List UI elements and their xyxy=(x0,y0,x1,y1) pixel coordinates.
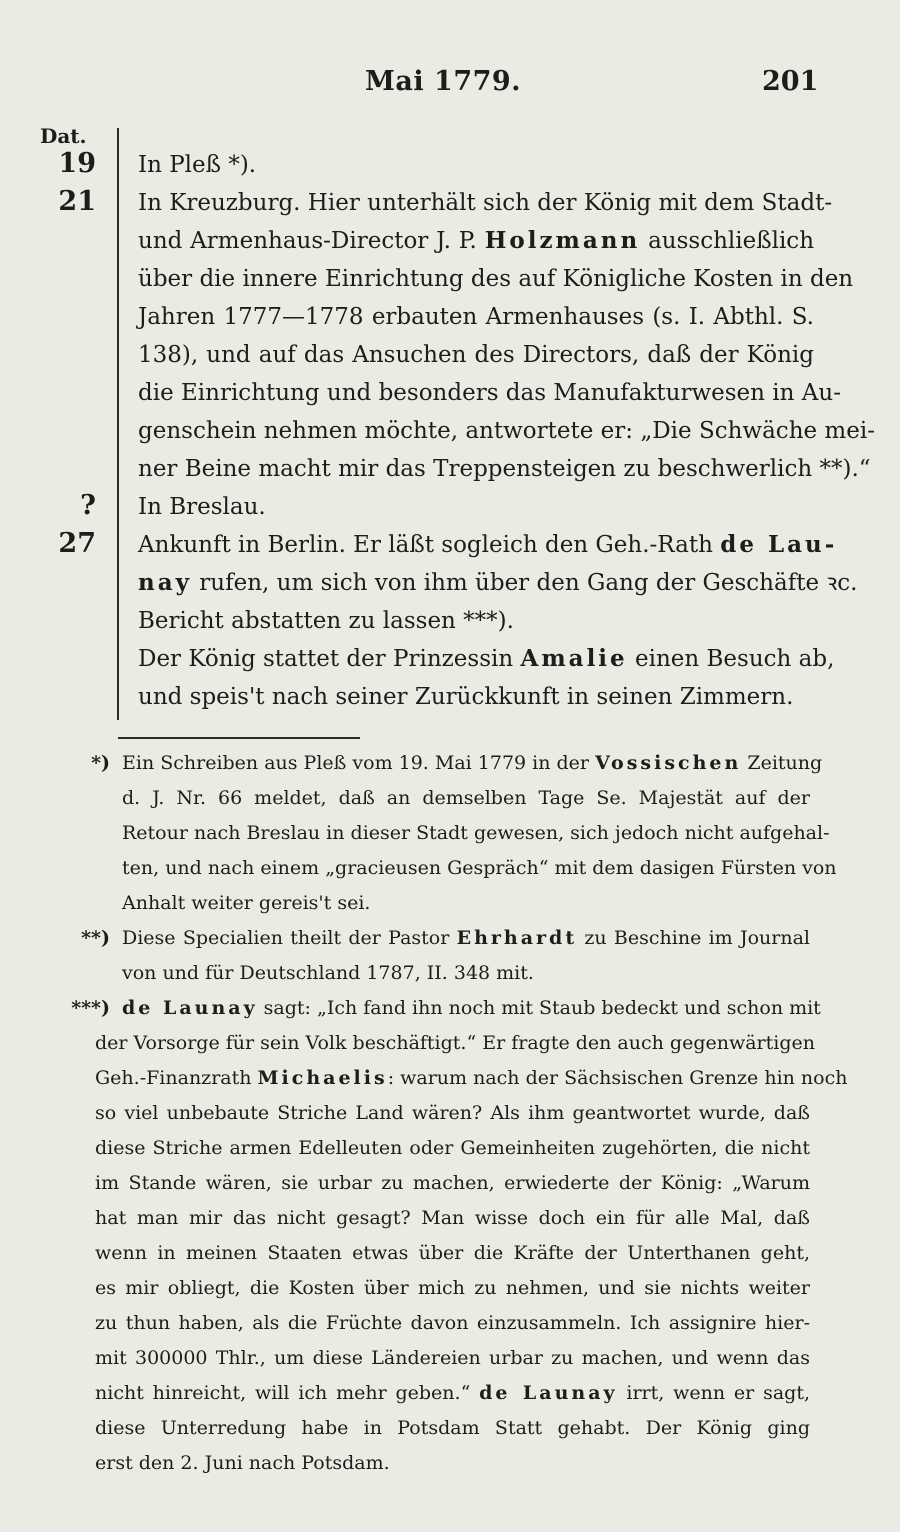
footnote-3-line-12 xyxy=(95,1376,810,1411)
entry-21-line-5: 138), und auf das Ansuchen des Directors, daß der König xyxy=(138,342,814,368)
footnote-3-line-8: wenn in meinen Staaten etwas über die Kräfte der Unterthanen geht, xyxy=(95,1242,810,1264)
footnote-2-text: zu Beschine im Journal xyxy=(577,927,810,949)
entry-27-line-1 xyxy=(138,526,838,564)
entry-21-text: ausschließlich xyxy=(640,228,815,254)
footnote-separator xyxy=(118,737,360,739)
entry-21-line-8: ner Beine macht mir das Treppensteigen zu beschwerlich **).“ xyxy=(138,456,871,482)
date-column-rule xyxy=(117,128,119,720)
entry-27-line-4 xyxy=(138,640,835,678)
entry-date-21: 21 xyxy=(58,186,96,217)
entry-21-text: und Armenhaus-Director J. P. xyxy=(138,228,485,254)
footnote-3-line-1 xyxy=(122,991,821,1026)
footnote-mark-1: *) xyxy=(91,752,110,774)
entry-27-text: Ankunft in Berlin. Er läßt sogleich den Geh.-Rath xyxy=(138,532,721,558)
footnote-3-line-2: der Vorsorge für sein Volk beschäftigt.“ Er fragte den auch gegenwärtigen xyxy=(95,1032,815,1054)
entry-date-27: 27 xyxy=(58,528,96,559)
entry-21-line-3: über die innere Einrichtung des auf Königliche Kosten in den xyxy=(138,266,854,292)
footnote-1-line-5: Anhalt weiter gereis't sei. xyxy=(122,892,371,914)
footnote-3-text: nicht hinreicht, will ich mehr geben.“ xyxy=(95,1382,480,1404)
footnote-3-line-14: erst den 2. Juni nach Potsdam. xyxy=(95,1452,390,1474)
person-name-delaunay: nay xyxy=(138,569,192,596)
footnote-3-text: Geh.-Finanzrath xyxy=(95,1067,258,1089)
entry-21-line-2 xyxy=(138,222,814,260)
person-name-amalie: Amalie xyxy=(520,645,628,672)
entry-27-text: einen Besuch ab, xyxy=(627,646,835,672)
entry-21-line-6: die Einrichtung und besonders das Manufakturwesen in Au- xyxy=(138,380,841,406)
footnote-3-text: sagt: „Ich fand ihn noch mit Staub bedeckt und schon mit xyxy=(257,997,821,1019)
entry-27-line-3: Bericht abstatten zu lassen ***). xyxy=(138,608,514,634)
person-name-delaunay: de Launay xyxy=(479,1382,618,1404)
footnote-2-line-2: von und für Deutschland 1787, II. 348 mit. xyxy=(122,962,534,984)
footnote-3-line-13: diese Unterredung habe in Potsdam Statt gehabt. Der König ging xyxy=(95,1417,810,1439)
entry-19-line-1: In Pleß *). xyxy=(138,152,257,178)
entry-27-line-5: und speis't nach seiner Zurückkunft in seinen Zimmern. xyxy=(138,684,794,710)
entry-27-text: Der König stattet der Prinzessin xyxy=(138,646,521,672)
running-header-title: Mai 1779. xyxy=(365,66,522,97)
footnote-3-text: irrt, wenn er sagt, xyxy=(617,1382,811,1404)
newspaper-name: Vossischen xyxy=(595,752,742,774)
footnote-3-line-10: zu thun haben, als die Früchte davon einzusammeln. Ich assignire hier- xyxy=(95,1312,810,1334)
person-name-ehrhardt: Ehrhardt xyxy=(456,927,578,949)
footnote-1-line-1 xyxy=(122,746,823,781)
footnote-1-line-3: Retour nach Breslau in dieser Stadt gewesen, sich jedoch nicht aufgehal- xyxy=(122,822,830,844)
person-name-delaunay: de Launay xyxy=(122,997,258,1019)
footnote-3-line-5: diese Striche armen Edelleuten oder Gemeinheiten zugehörten, die nicht xyxy=(95,1137,810,1159)
footnote-1-text: Ein Schreiben aus Pleß vom 19. Mai 1779 in der xyxy=(122,752,596,774)
page-number: 201 xyxy=(762,66,819,97)
entry-date-19: 19 xyxy=(58,148,96,179)
entry-21-line-7: genschein nehmen möchte, antwortete er: „Die Schwäche mei- xyxy=(138,418,875,444)
footnote-1-text: Zeitung xyxy=(741,752,823,774)
footnote-2-line-1 xyxy=(122,921,810,956)
footnote-3-text: : warum nach der Sächsischen Grenze hin noch xyxy=(387,1067,848,1089)
footnote-3-line-3 xyxy=(95,1061,848,1096)
entry-21-line-4: Jahren 1777—1778 erbauten Armenhauses (s. I. Abthl. S. xyxy=(138,304,814,330)
footnote-3-line-11: mit 300000 Thlr., um diese Ländereien urbar zu machen, und wenn das xyxy=(95,1347,810,1369)
person-name-delaunay: de Lau- xyxy=(720,531,838,558)
entry-date-unknown: ? xyxy=(80,490,96,521)
footnote-3-line-4: so viel unbebaute Striche Land wären? Als ihm geantwortet wurde, daß xyxy=(95,1102,810,1124)
person-name-michaelis: Michaelis xyxy=(257,1067,388,1089)
entry-21-line-1: In Kreuzburg. Hier unterhält sich der König mit dem Stadt- xyxy=(138,190,833,216)
footnote-3-line-6: im Stande wären, sie urbar zu machen, erwiederte der König: „Warum xyxy=(95,1172,810,1194)
person-name-holzmann: Holzmann xyxy=(484,227,641,254)
footnote-3-line-7: hat man mir das nicht gesagt? Man wisse doch ein für alle Mal, daß xyxy=(95,1207,810,1229)
footnote-mark-2: **) xyxy=(81,927,110,949)
entry-27-text: rufen, um sich von ihm über den Gang der Geschäfte ꝛc. xyxy=(192,570,858,596)
entry-27-line-2 xyxy=(138,564,858,602)
footnote-3-line-9: es mir obliegt, die Kosten über mich zu nehmen, und sie nichts weiter xyxy=(95,1277,810,1299)
date-column-label: Dat. xyxy=(40,124,87,148)
entry-unknown-line-1: In Breslau. xyxy=(138,494,266,520)
footnote-1-line-4: ten, und nach einem „gracieusen Gespräch“ mit dem dasigen Fürsten von xyxy=(122,857,837,879)
footnote-mark-3: ***) xyxy=(71,997,110,1019)
footnote-2-text: Diese Specialien theilt der Pastor xyxy=(122,927,457,949)
footnote-1-line-2: d. J. Nr. 66 meldet, daß an demselben Tage Se. Majestät auf der xyxy=(122,787,810,809)
